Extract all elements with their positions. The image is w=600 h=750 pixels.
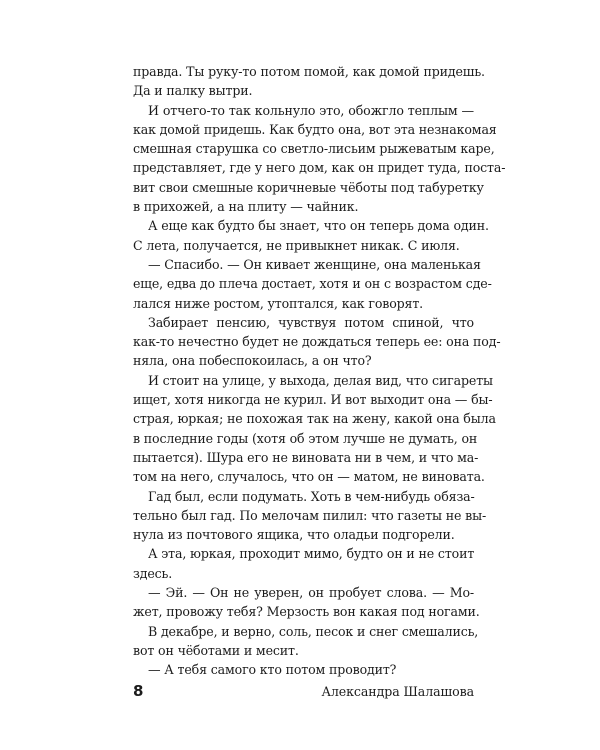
text-line: вит свои смешные коричневые чёботы под табуретку <box>133 179 484 195</box>
text-line: Гад был, если подумать. Хоть в чем-нибудь обяза- <box>148 488 475 504</box>
text-line: Забирает пенсию, чувствуя потом спиной, что <box>148 314 474 330</box>
text-line: том на него, случалось, что он — матом, не виновата. <box>133 469 485 485</box>
text-line: правда. Ты руку-то потом помой, как домой придешь. <box>133 64 485 79</box>
text-line: — Эй. — Он не уверен, он пробует слова. — Мо- <box>148 585 474 601</box>
text-line: как домой придешь. Как будто она, вот эта незнакомая <box>133 121 497 137</box>
text-line: ищет, хотя никогда не курил. И вот выходит она — бы- <box>133 392 493 408</box>
text-line: в последние годы (хотя об этом лучше не думать, он <box>133 430 478 446</box>
text-line: С лета, получается, не привыкнет никак. С июля. <box>133 237 460 253</box>
text-line: жет, провожу тебя? Мерзость вон какая под ногами. <box>133 604 480 620</box>
page-body-text <box>133 62 506 680</box>
text-line: в прихожей, а на плиту — чайник. <box>133 199 359 215</box>
text-line: представляет, где у него дом, как он придет туда, поста- <box>133 160 506 176</box>
text-line: вот он чёботами и месит. <box>133 642 299 658</box>
text-line: И стоит на улице, у выхода, делая вид, что сигареты <box>148 372 493 388</box>
text-line: смешная старушка со светло-лисьим рыжеватым каре, <box>133 141 495 157</box>
running-footer-author: Александра Шалашова <box>321 684 474 699</box>
text-line: И отчего-то так кольнуло это, обожгло теплым — <box>148 102 474 118</box>
text-line: тельно был гад. По мелочам пилил: что газеты не вы- <box>133 507 487 523</box>
text-line: пытается). Шура его не виновата ни в чем, и что ма- <box>133 449 479 465</box>
text-line: Да и палку вытри. <box>133 83 253 99</box>
text-line: еще, едва до плеча достает, хотя и он с возрастом сде- <box>133 276 492 292</box>
text-line: — Спасибо. — Он кивает женщине, она маленькая <box>148 256 481 272</box>
text-line: — А тебя самого кто потом проводит? <box>148 662 397 678</box>
text-line: няла, она побеспокоилась, а он что? <box>133 353 372 369</box>
text-line: страя, юркая; не похожая так на жену, какой она была <box>133 411 496 427</box>
text-line: здесь. <box>133 565 173 581</box>
text-line: В декабре, и верно, соль, песок и снег смешались, <box>148 623 479 639</box>
text-line: как-то нечестно будет не дождаться теперь ее: она под- <box>133 334 501 350</box>
page-number: 8 <box>133 682 144 700</box>
text-line: лался ниже ростом, утоптался, как говорят. <box>133 295 424 311</box>
text-line: А еще как будто бы знает, что он теперь дома один. <box>148 218 489 234</box>
text-line: А эта, юркая, проходит мимо, будто он и не стоит <box>148 546 475 562</box>
text-line: нула из почтового ящика, что оладьи подгорели. <box>133 527 455 543</box>
